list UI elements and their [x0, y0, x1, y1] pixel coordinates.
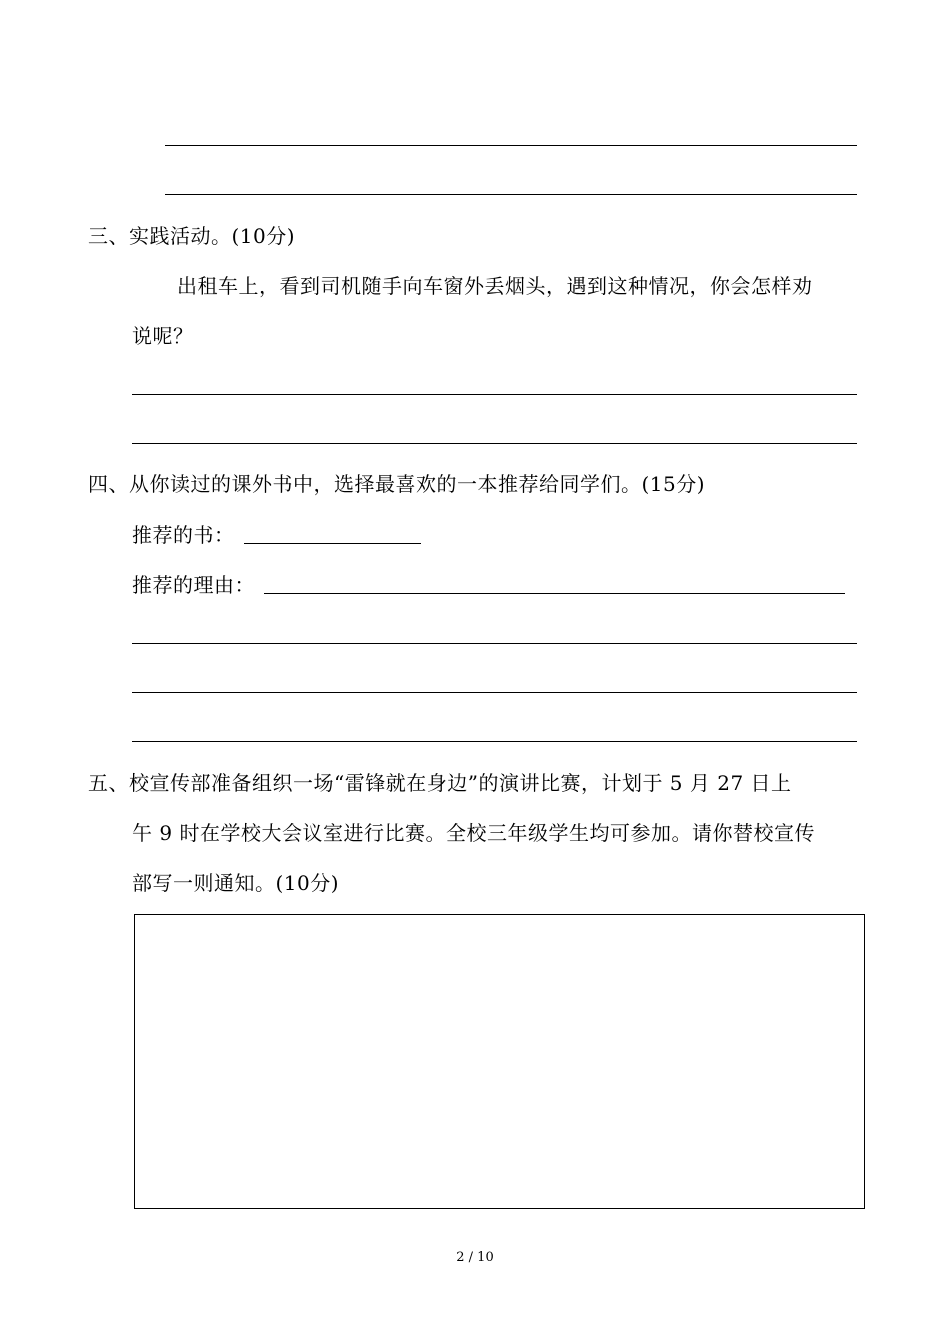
answer-line — [132, 394, 857, 395]
answer-line — [132, 741, 857, 742]
section-5-line-1: 五、校宣传部准备组织一场“雷锋就在身边”的演讲比赛，计划于 5 月 27 日上 — [88, 771, 792, 795]
answer-line — [132, 692, 857, 693]
answer-line — [132, 643, 857, 644]
section-5-line-2: 午 9 时在学校大会议室进行比赛。全校三年级学生均可参加。请你替校宣传 — [132, 821, 815, 845]
answer-line — [165, 145, 857, 146]
answer-line — [165, 194, 857, 195]
section-3-prompt-line-1: 出租车上，看到司机随手向车窗外丢烟头，遇到这种情况，你会怎样劝 — [177, 274, 813, 298]
notice-writing-box[interactable] — [134, 914, 865, 1209]
section-4-heading: 四、从你读过的课外书中，选择最喜欢的一本推荐给同学们。(15分) — [88, 472, 706, 496]
page-number: 2 / 10 — [456, 1250, 494, 1265]
answer-line — [132, 443, 857, 444]
recommendation-reason-blank[interactable] — [264, 593, 845, 594]
section-3-prompt-line-2: 说呢？ — [132, 324, 194, 348]
recommendation-reason-label: 推荐的理由： — [132, 573, 255, 597]
recommended-book-label: 推荐的书： — [132, 523, 235, 547]
section-5-line-3: 部写一则通知。(10分) — [132, 871, 340, 895]
recommended-book-blank[interactable] — [244, 543, 421, 544]
section-3-heading: 三、实践活动。(10分) — [88, 224, 296, 248]
